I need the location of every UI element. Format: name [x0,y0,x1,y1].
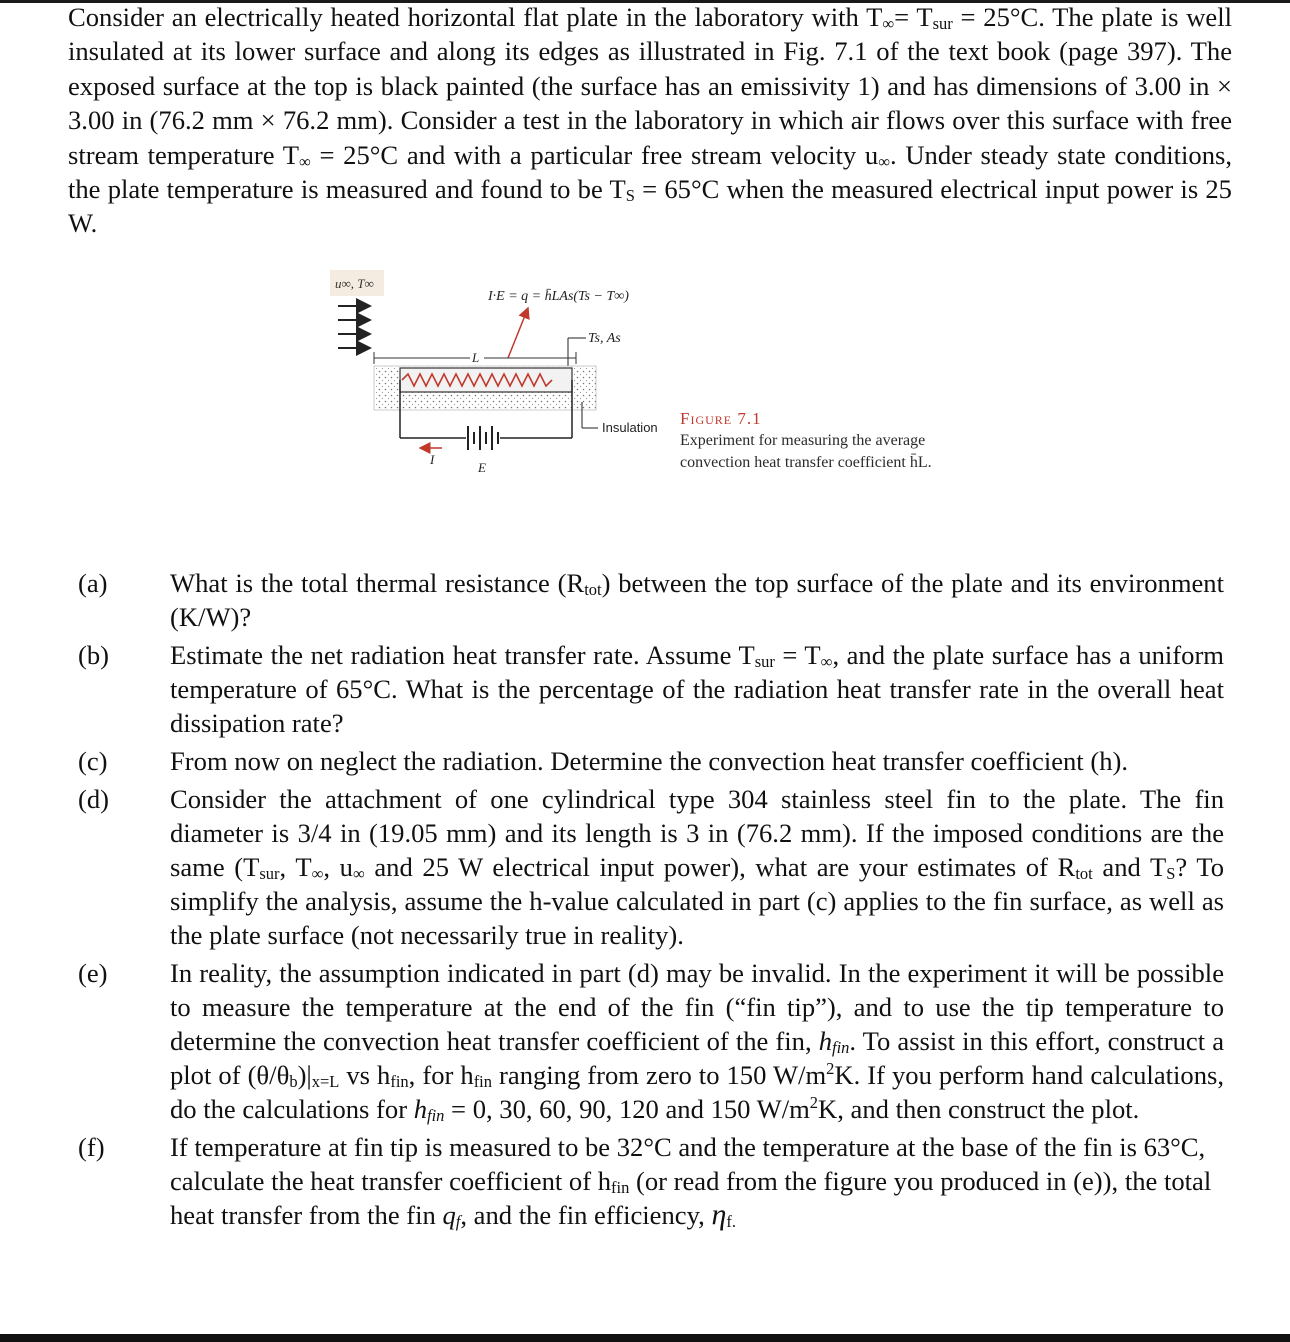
question-text: In reality, the assumption indicated in part (d) may be invalid. In the experiment it will be possible to measure the temperature at the end of the fin (“fin tip”), and to use the tip temperature to determine the convection heat transfer coefficient of the fin, $h_{fin}$. To assist in this effort, construct a plot of $(\theta/\theta_b)|_{x=L}$ vs $h_{fin}$, for $h_{fin}$ ranging from zero to 150 $W/m^2K$. If you perform hand calculations, do the calculations for $h_{fin} = 0$, 30, 60, 90, 120 and 150 $W/m^2K$, and then construct the plot. [170,958,1225,1125]
heat-arrow [508,308,528,358]
flow-label: u∞, T∞ [335,276,374,291]
question-c [0,744,1290,778]
caption-title: Figure 7.1 [680,409,762,428]
question-label: (d) [78,784,110,814]
question-f [0,1130,1290,1232]
question-text: What is the total thermal resistance $(R_{tot})$ between the top surface of the plate and its environment (K/W)? [170,568,1224,632]
question-d [0,782,1290,952]
heated-plate [400,368,572,392]
question-text: Estimate the net radiation heat transfer rate. Assume $T_{sur} = T_\infty$, and the plate surface has a uniform temperature of 65°C. What is the percentage of the radiation heat transfer rate in the overall heat dissipation rate? [170,640,1224,738]
bottom-border [0,1334,1290,1342]
problem-statement [68,0,1232,241]
question-label: (b) [78,640,110,670]
flow-arrows [338,306,370,348]
question-label: (e) [78,958,108,988]
question-label: (a) [78,568,108,598]
question-label: (c) [78,746,108,776]
question-text: From now on neglect the radiation. Determine the convection heat transfer coefficient (h). [170,746,1128,776]
question-label: (f) [78,1132,105,1162]
question-a [0,566,1290,634]
insulation-label: Insulation [602,420,658,435]
caption-line-1: Experiment for measuring the average [680,432,926,449]
question-b [0,638,1290,740]
length-label: L [472,350,480,365]
energy-equation: I·E = q = h̄LAs(Ts − T∞) [488,289,629,304]
current-label: I [430,452,435,467]
figure-caption [680,408,980,474]
question-list [0,566,1290,1232]
question-text: If temperature at fin tip is measured to be 32°C and the temperature at the base of the fin is 63°C, calculate the heat transfer coefficient of $h_{fin}$ (or read from the figure you produced in (e)), the total heat transfer from the fin $q_f$, and the fin efficiency, $\eta_{f.}$ [170,1132,1212,1231]
caption-line-2: convection heat transfer coefficient h̄L. [680,454,932,471]
figure-7-1 [330,262,970,492]
intro-paragraph: Consider an electrically heated horizontal flat plate in the laboratory with $T_\infty= T_{sur} = 25^\circ C$. The plate is well insulated at its lower surface and along its edges as illustrated in Fig. 7.1 of the text book (page 397). The exposed surface at the top is black painted (the surface has an emissivity 1) and has dimensions of 3.00 in × 3.00 in (76.2 mm × 76.2 mm). Consider a test in the laboratory in which air flows over this surface with free stream temperature $T_\infty = 25^\circ C$ and with a particular free stream velocity $u_\infty$. Under steady state conditions, the plate temperature is measured and found to be $T_S = 65^\circ C$ when the measured electrical input power is 25 W. [68,2,1233,239]
question-e [0,956,1290,1126]
voltage-label: E [478,460,486,475]
surface-label: Ts, As [588,331,621,346]
battery-icon [468,426,498,450]
question-text: Consider the attachment of one cylindrical type 304 stainless steel fin to the plate. The fin diameter is 3/4 in (19.05 mm) and its length is 3 in (76.2 mm). If the imposed conditions are the same ($T_{sur}$, $T_\infty$, $u_\infty$ and 25 W electrical input power), what are your estimates of $R_{tot}$ and $T_S$? To simplify the analysis, assume the h-value calculated in part (c) applies to the fin surface, as well as the plate surface (not necessarily true in reality). [170,784,1225,950]
